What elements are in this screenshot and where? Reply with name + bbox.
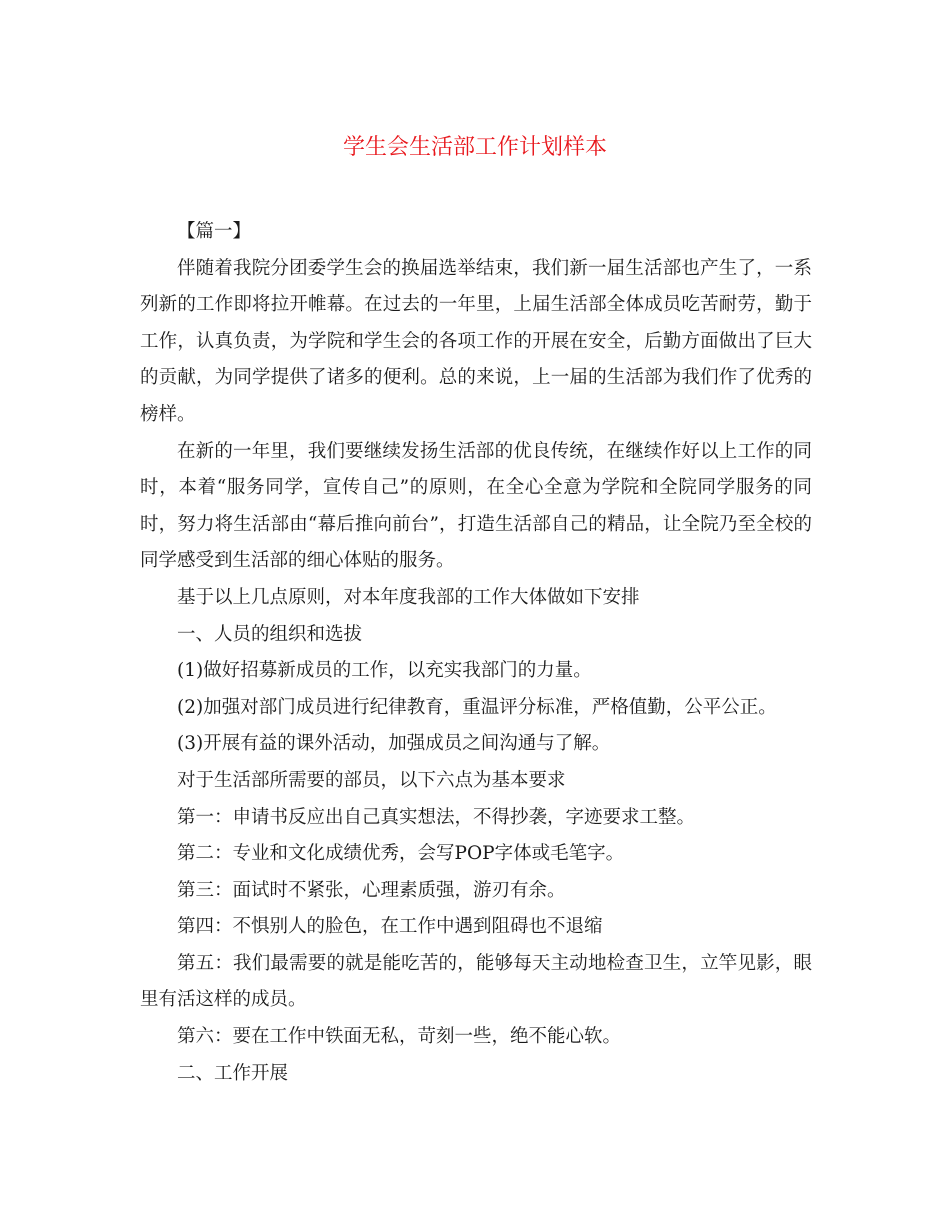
paragraph-arrangement: 基于以上几点原则，对本年度我部的工作大体做如下安排 <box>177 586 640 608</box>
list-item-3: (3)开展有益的课外活动，加强成员之间沟通与了解。 <box>177 733 611 755</box>
requirement-3: 第三：面试时不紧张，心理素质强，游刃有余。 <box>177 879 566 901</box>
list-item-1: (1)做好招募新成员的工作，以充实我部门的力量。 <box>177 660 592 682</box>
list-item-2: (2)加强对部门成员进行纪律教育，重温评分标准，严格值勤，公平公正。 <box>177 696 777 718</box>
requirement-1: 第一：申请书反应出自己真实想法，不得抄袭，字迹要求工整。 <box>177 806 696 828</box>
paragraph-requirements: 对于生活部所需要的部员，以下六点为基本要求 <box>177 769 566 791</box>
heading-personnel: 一、人员的组织和选拔 <box>177 623 363 645</box>
requirement-6: 第六：要在工作中铁面无私，苛刻一些，绝不能心软。 <box>177 1026 622 1048</box>
section-heading-part-one: 【篇一】 <box>177 221 252 242</box>
requirement-5: 第五：我们最需要的就是能吃苦的，能够每天主动地检查卫生，立竿见影，眼里有活这样的成员。 <box>140 952 812 1011</box>
paragraph-intro: 伴随着我院分团委学生会的换届选举结束，我们新一届生活部也产生了，一系列新的工作即将拉开帷幕。在过去的一年里，上届生活部全体成员吃苦耐劳，勤于工作，认真负责，为学院和学生会的各项工作的开展在安全，后勤方面做出了巨大的贡献，为同学提供了诸多的便利。总的来说，上一届的生活部为我们作了优秀的榜样。 <box>140 257 812 425</box>
requirement-2: 第二：专业和文化成绩优秀，会写POP字体或毛笔字。 <box>177 843 625 865</box>
document-title: 学生会生活部工作计划样本 <box>342 135 607 160</box>
paragraph-new-year: 在新的一年里，我们要继续发扬生活部的优良传统，在继续作好以上工作的同时，本着“服务同学，宣传自己”的原则，在全心全意为学院和全院同学服务的同时，努力将生活部由“幕后推向前台”，打造生活部自己的精品，让全院乃至全校的同学感受到生活部的细心体贴的服务。 <box>140 440 812 572</box>
document-body <box>140 214 812 1092</box>
heading-work: 二、工作开展 <box>177 1062 289 1084</box>
requirement-4: 第四：不惧别人的脸色，在工作中遇到阻碍也不退缩 <box>177 916 603 938</box>
